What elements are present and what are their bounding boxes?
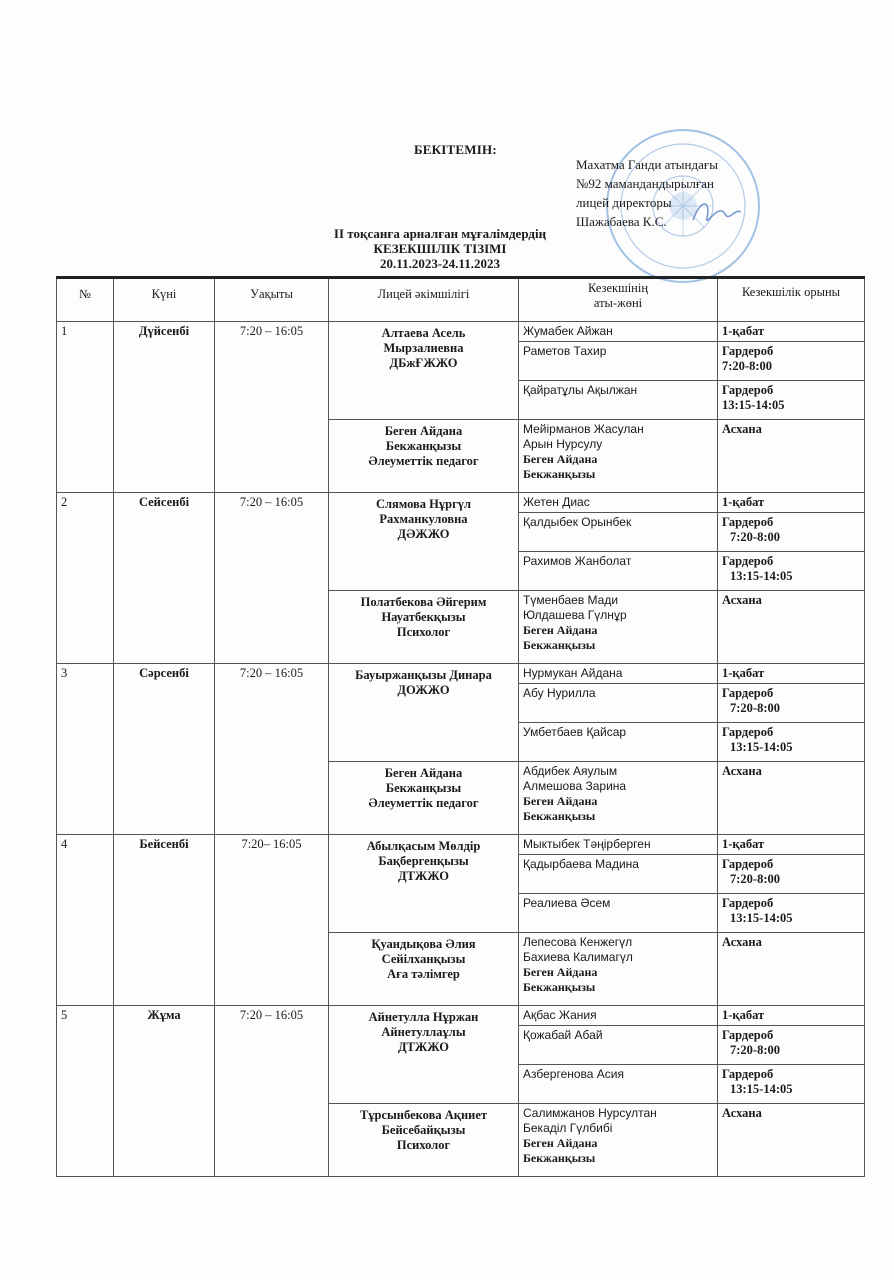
row-day: Сейсенбі	[114, 493, 215, 664]
duty-person-name: Арын Нурсулу	[523, 437, 603, 451]
duty-person-name: Бахиева Калимагүл	[523, 950, 633, 964]
duty-person-name: Бекжанқызы	[523, 1151, 596, 1165]
duty-person-cell	[519, 723, 718, 762]
duty-person-name: Салимжанов Нурсултан	[523, 1106, 657, 1120]
duty-place-line: Асхана	[722, 1106, 762, 1120]
row-time: 7:20 – 16:05	[215, 1006, 329, 1177]
document-title	[260, 226, 620, 271]
duty-person-name: Беген Айдана	[523, 623, 598, 637]
table-row	[57, 493, 865, 513]
duty-person-cell	[519, 1006, 718, 1026]
duty-person-name: Ақбас Жания	[523, 1008, 597, 1022]
duty-place-cell	[718, 855, 865, 894]
duty-place-line: Асхана	[722, 935, 762, 949]
admin-cell	[329, 762, 519, 835]
duty-person-name: Түменбаев Мади	[523, 593, 619, 607]
director-line: Шажабаева К.С.	[576, 214, 667, 229]
admin-cell	[329, 1104, 519, 1177]
duty-person-name: Бекжанқызы	[523, 467, 596, 481]
duty-place-line: Асхана	[722, 764, 762, 778]
duty-place-line: 1-қабат	[722, 666, 765, 680]
table-body	[57, 322, 865, 1177]
admin-line: Айнетуллаұлы	[381, 1025, 466, 1039]
duty-place-cell	[718, 723, 865, 762]
duty-place-cell	[718, 591, 865, 664]
duty-place-cell	[718, 513, 865, 552]
admin-line: Бейсебайқызы	[381, 1123, 466, 1137]
row-day: Сәрсенбі	[114, 664, 215, 835]
duty-person-name: Юлдашева Гүлнұр	[523, 608, 627, 622]
admin-cell	[329, 835, 519, 933]
admin-line: Психолог	[396, 1138, 451, 1152]
row-number: 5	[57, 1006, 114, 1177]
admin-cell	[329, 591, 519, 664]
duty-person-name: Азбергенова Асия	[523, 1067, 624, 1081]
row-time: 7:20 – 16:05	[215, 664, 329, 835]
duty-place-cell	[718, 420, 865, 493]
admin-line: ДБжҒЖЖО	[389, 356, 458, 370]
duty-person-name: Раметов Тахир	[523, 344, 607, 358]
duty-place-line: Асхана	[722, 422, 762, 436]
row-day: Жұма	[114, 1006, 215, 1177]
duty-place-line: Гардероб	[722, 1067, 774, 1081]
duty-place-line: Гардероб	[722, 1028, 774, 1042]
admin-cell	[329, 664, 519, 762]
duty-place-line: Гардероб	[722, 515, 774, 529]
duty-person-name: Рахимов Жанболат	[523, 554, 632, 568]
admin-line: Сейілханқызы	[381, 952, 466, 966]
duty-person-name: Реалиева Әсем	[523, 896, 611, 910]
duty-place-line: Гардероб	[722, 383, 774, 397]
duty-person-cell	[519, 591, 718, 664]
duty-place-line: 13:15-14:05	[722, 398, 785, 412]
admin-line: Алтаева Асель	[381, 326, 466, 340]
admin-line: Беген Айдана	[384, 424, 463, 438]
duty-person-cell	[519, 664, 718, 684]
duty-person-cell	[519, 1065, 718, 1104]
admin-line: Бауыржанқызы Динара	[355, 668, 492, 682]
duty-person-name: Бекжанқызы	[523, 638, 596, 652]
admin-cell	[329, 420, 519, 493]
admin-cell	[329, 493, 519, 591]
director-signature-block	[576, 155, 718, 231]
duty-place-cell	[718, 1104, 865, 1177]
duty-person-cell	[519, 835, 718, 855]
duty-person-name: Абу Нурилла	[523, 686, 596, 700]
duty-person-cell	[519, 322, 718, 342]
duty-place-cell	[718, 381, 865, 420]
duty-place-cell	[718, 1026, 865, 1065]
duty-place-line: 13:15-14:05	[730, 740, 793, 754]
duty-person-cell	[519, 513, 718, 552]
duty-place-line: 13:15-14:05	[730, 1082, 793, 1096]
duty-person-name: Беген Айдана	[523, 1136, 598, 1150]
duty-place-cell	[718, 493, 865, 513]
admin-line: Науатбекқызы	[381, 610, 466, 624]
director-line: №92 мамандандырылған	[576, 176, 714, 191]
row-number: 1	[57, 322, 114, 493]
admin-line: Әлеуметтік педагог	[368, 454, 479, 468]
duty-person-name: Қожабай Абай	[523, 1028, 603, 1042]
duty-person-cell	[519, 762, 718, 835]
admin-line: Полатбекова Әйгерим	[360, 595, 487, 609]
header-duty-person	[519, 278, 718, 322]
admin-line: Мырзалиевна	[383, 341, 464, 355]
table-row	[57, 664, 865, 684]
duty-person-name: Қадырбаева Мадина	[523, 857, 639, 871]
duty-place-line: 1-қабат	[722, 495, 765, 509]
title-line: II тоқсанға арналған мұғалімдердің	[333, 226, 547, 241]
duty-person-name: Абдибек Аяулым	[523, 764, 618, 778]
duty-place-line: 7:20-8:00	[730, 530, 780, 544]
header-admin: Лицей әкімшілігі	[329, 278, 519, 322]
admin-line: ДТЖЖО	[397, 869, 450, 883]
duty-person-name: Мыктыбек Тәңірберген	[523, 837, 651, 851]
duty-person-name: Жумабек Айжан	[523, 324, 613, 338]
duty-place-line: Гардероб	[722, 344, 774, 358]
header-num: №	[57, 278, 114, 322]
admin-line: Аға тәлімгер	[387, 967, 460, 981]
duty-person-name: Жетен Диас	[523, 495, 590, 509]
duty-person-name: Бекжанқызы	[523, 980, 596, 994]
row-number: 2	[57, 493, 114, 664]
title-line: КЕЗЕКШІЛІК ТІЗІМІ	[373, 241, 507, 256]
duty-person-name: Умбетбаев Қайсар	[523, 725, 627, 739]
duty-person-cell	[519, 342, 718, 381]
table-row	[57, 1006, 865, 1026]
duty-person-cell	[519, 933, 718, 1006]
duty-person-cell	[519, 855, 718, 894]
admin-line: Бекжанқызы	[385, 439, 462, 453]
duty-place-line: 7:20-8:00	[730, 872, 780, 886]
duty-schedule-table	[56, 276, 865, 1177]
duty-person-cell	[519, 1104, 718, 1177]
duty-place-line: Гардероб	[722, 554, 774, 568]
duty-person-cell	[519, 1026, 718, 1065]
director-line: Махатма Ганди атындағы	[576, 157, 718, 172]
duty-person-name: Қайратұлы Ақылжан	[523, 383, 638, 397]
duty-place-cell	[718, 835, 865, 855]
duty-person-cell	[519, 381, 718, 420]
duty-place-line: 13:15-14:05	[730, 569, 793, 583]
admin-cell	[329, 322, 519, 420]
duty-person-name: Алмешова Зарина	[523, 779, 627, 793]
admin-line: Қуандықова Әлия	[371, 937, 476, 951]
approval-heading: БЕКІТЕМІН:	[414, 142, 497, 157]
duty-place-line: 13:15-14:05	[730, 911, 793, 925]
row-number: 3	[57, 664, 114, 835]
row-number: 4	[57, 835, 114, 1006]
duty-place-cell	[718, 684, 865, 723]
header-day: Күні	[114, 278, 215, 322]
admin-line: Слямова Нұргүл	[375, 497, 472, 511]
admin-cell	[329, 933, 519, 1006]
admin-line: Тұрсынбекова Ақниет	[359, 1108, 488, 1122]
duty-person-name: Қалдыбек Орынбек	[523, 515, 632, 529]
admin-line: ДТЖЖО	[397, 1040, 450, 1054]
duty-place-line: 1-қабат	[722, 837, 765, 851]
admin-line: Беген Айдана	[384, 766, 463, 780]
duty-place-line: 7:20-8:00	[730, 1043, 780, 1057]
duty-person-name: Беген Айдана	[523, 452, 598, 466]
admin-line: ДӘЖЖО	[397, 527, 450, 541]
admin-line: Рахманкуловна	[379, 512, 468, 526]
duty-place-line: Гардероб	[722, 725, 774, 739]
duty-place-cell	[718, 342, 865, 381]
duty-place-line: Гардероб	[722, 857, 774, 871]
table-header-row	[57, 278, 865, 322]
row-time: 7:20– 16:05	[215, 835, 329, 1006]
duty-place-line: 7:20-8:00	[722, 359, 772, 373]
duty-person-cell	[519, 493, 718, 513]
title-date-range: 20.11.2023-24.11.2023	[380, 256, 500, 271]
duty-place-line: Гардероб	[722, 896, 774, 910]
admin-line: Бекжанқызы	[385, 781, 462, 795]
duty-place-line: Гардероб	[722, 686, 774, 700]
duty-person-name: Бекжанқызы	[523, 809, 596, 823]
duty-person-cell	[519, 894, 718, 933]
table-row	[57, 322, 865, 342]
row-time: 7:20 – 16:05	[215, 493, 329, 664]
duty-place-line: 1-қабат	[722, 324, 765, 338]
duty-person-cell	[519, 684, 718, 723]
header-duty-place: Кезекшілік орыны	[718, 278, 865, 322]
duty-place-line: 1-қабат	[722, 1008, 765, 1022]
duty-place-cell	[718, 1006, 865, 1026]
admin-line: ДОЖЖО	[397, 683, 450, 697]
duty-place-cell	[718, 322, 865, 342]
header-duty-line: Кезекшінің	[587, 281, 649, 295]
duty-place-cell	[718, 1065, 865, 1104]
admin-line: Психолог	[396, 625, 451, 639]
header-time: Уақыты	[215, 278, 329, 322]
row-day: Бейсенбі	[114, 835, 215, 1006]
admin-line: Абылқасым Мөлдір	[366, 839, 481, 853]
duty-place-cell	[718, 933, 865, 1006]
duty-place-line: 7:20-8:00	[730, 701, 780, 715]
duty-person-cell	[519, 552, 718, 591]
duty-place-cell	[718, 762, 865, 835]
duty-place-line: Асхана	[722, 593, 762, 607]
duty-person-name: Лепесова Кенжегүл	[523, 935, 633, 949]
admin-line: Әлеуметтік педагог	[368, 796, 479, 810]
duty-place-cell	[718, 552, 865, 591]
duty-person-name: Беген Айдана	[523, 794, 598, 808]
duty-person-name: Мейірманов Жасулан	[523, 422, 644, 436]
admin-cell	[329, 1006, 519, 1104]
table-row	[57, 835, 865, 855]
duty-person-name: Беген Айдана	[523, 965, 598, 979]
director-line: лицей директоры	[576, 195, 672, 210]
duty-place-cell	[718, 664, 865, 684]
duty-person-name: Бекаділ Гүлбибі	[523, 1121, 613, 1135]
duty-place-cell	[718, 894, 865, 933]
row-time: 7:20 – 16:05	[215, 322, 329, 493]
duty-person-cell	[519, 420, 718, 493]
row-day: Дүйсенбі	[114, 322, 215, 493]
admin-line: Бақбергенқызы	[378, 854, 469, 868]
admin-line: Айнетулла Нұржан	[368, 1010, 479, 1024]
header-duty-line: аты-жөні	[593, 296, 643, 310]
duty-person-name: Нурмукан Айдана	[523, 666, 623, 680]
